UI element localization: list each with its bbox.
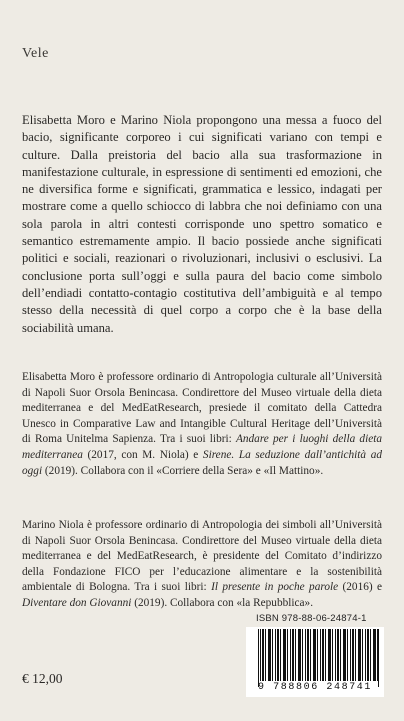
- abstract-text: Elisabetta Moro e Marino Niola propongono una messa a fuoco del bacio, significante corporeo i cui significati variano con tempi e culture. Dalla preistoria del bacio alla sua trasformazione in manifestazione culturale, in espressione di sentimenti ed emozioni, che ne diversifica forme e significati, grammatica e lessico, indagati per mostrare come a quello schiocco di labbra che noi definiamo con una sola parola in altri contesti corrisponde uno spettro somatico e semantico estremamente ampio. Il bacio possiede anche significati politici e sociali, reazionari o rivoluzionari, inclusivi o esclusivi. La conclusione porta sull’oggi e sulla paura del bacio come simbolo dell’endiadi contatto-contagio costitutiva dell’ambiguità e al tempo stesso della necessità di quel corpo a corpo che è la base della sociabilità umana.: [22, 113, 382, 335]
- bio-moro-text-end: (2019). Collabora con il «Corriere della Sera» e «Il Mattino».: [42, 464, 324, 477]
- author-bio-moro: [22, 370, 382, 479]
- author-bio-niola: [22, 518, 382, 612]
- bio-niola-text-end: (2019). Collabora con «la Repubblica».: [131, 596, 314, 609]
- bio-moro-paragraph: [22, 370, 382, 479]
- bio-niola-book-2: Diventare don Giovanni: [22, 596, 132, 609]
- barcode-guard-left: [258, 629, 259, 687]
- price: € 12,00: [22, 671, 63, 686]
- book-abstract: [22, 112, 382, 337]
- bio-moro-book-2: Sirene. La seduzione dall’antichità ad oggi: [22, 448, 383, 477]
- bio-moro-text-mid: (2017, con M. Niola) e: [82, 448, 203, 461]
- barcode-digits: 9 788806 248741: [257, 682, 372, 693]
- barcode: [246, 627, 384, 697]
- bio-niola-book-1: Il presente in poche parole: [211, 581, 339, 594]
- bio-niola-text: Marino Niola è professore ordinario di Antropologia dei simboli all’Università di Napoli Suor Orsola Benincasa. Condirettore del Museo virtuale della dieta mediterranea e del MedEatResearch, è presidente del Comitato d’indirizzo della Fondazione FICO per l’educazione alimentare e la sostenibilità ambientale di Bologna. Tra i suoi libri:: [22, 519, 382, 594]
- bio-niola-text-mid: (2016) e: [338, 581, 383, 594]
- series-name: Vele: [22, 46, 49, 61]
- bio-moro-text: Elisabetta Moro è professore ordinario di Antropologia culturale all’Università di Napoli Suor Orsola Benincasa. Condirettore del Museo virtuale della dieta mediterranea e del MedEatResearch, presiede il comitato della Cattedra Unesco in Comparative Law and Intangible Cultural Heritage dell’Università di Roma Unitelma Sapienza. Tra i suoi libri:: [22, 371, 382, 446]
- barcode-guard-right: [378, 629, 379, 687]
- barcode-bars: [260, 629, 378, 681]
- bio-niola-paragraph: [22, 518, 382, 612]
- bio-moro-book-1: Andare per i luoghi della dieta mediterranea: [22, 433, 383, 461]
- isbn-label: ISBN 978-88-06-24874-1: [256, 613, 367, 624]
